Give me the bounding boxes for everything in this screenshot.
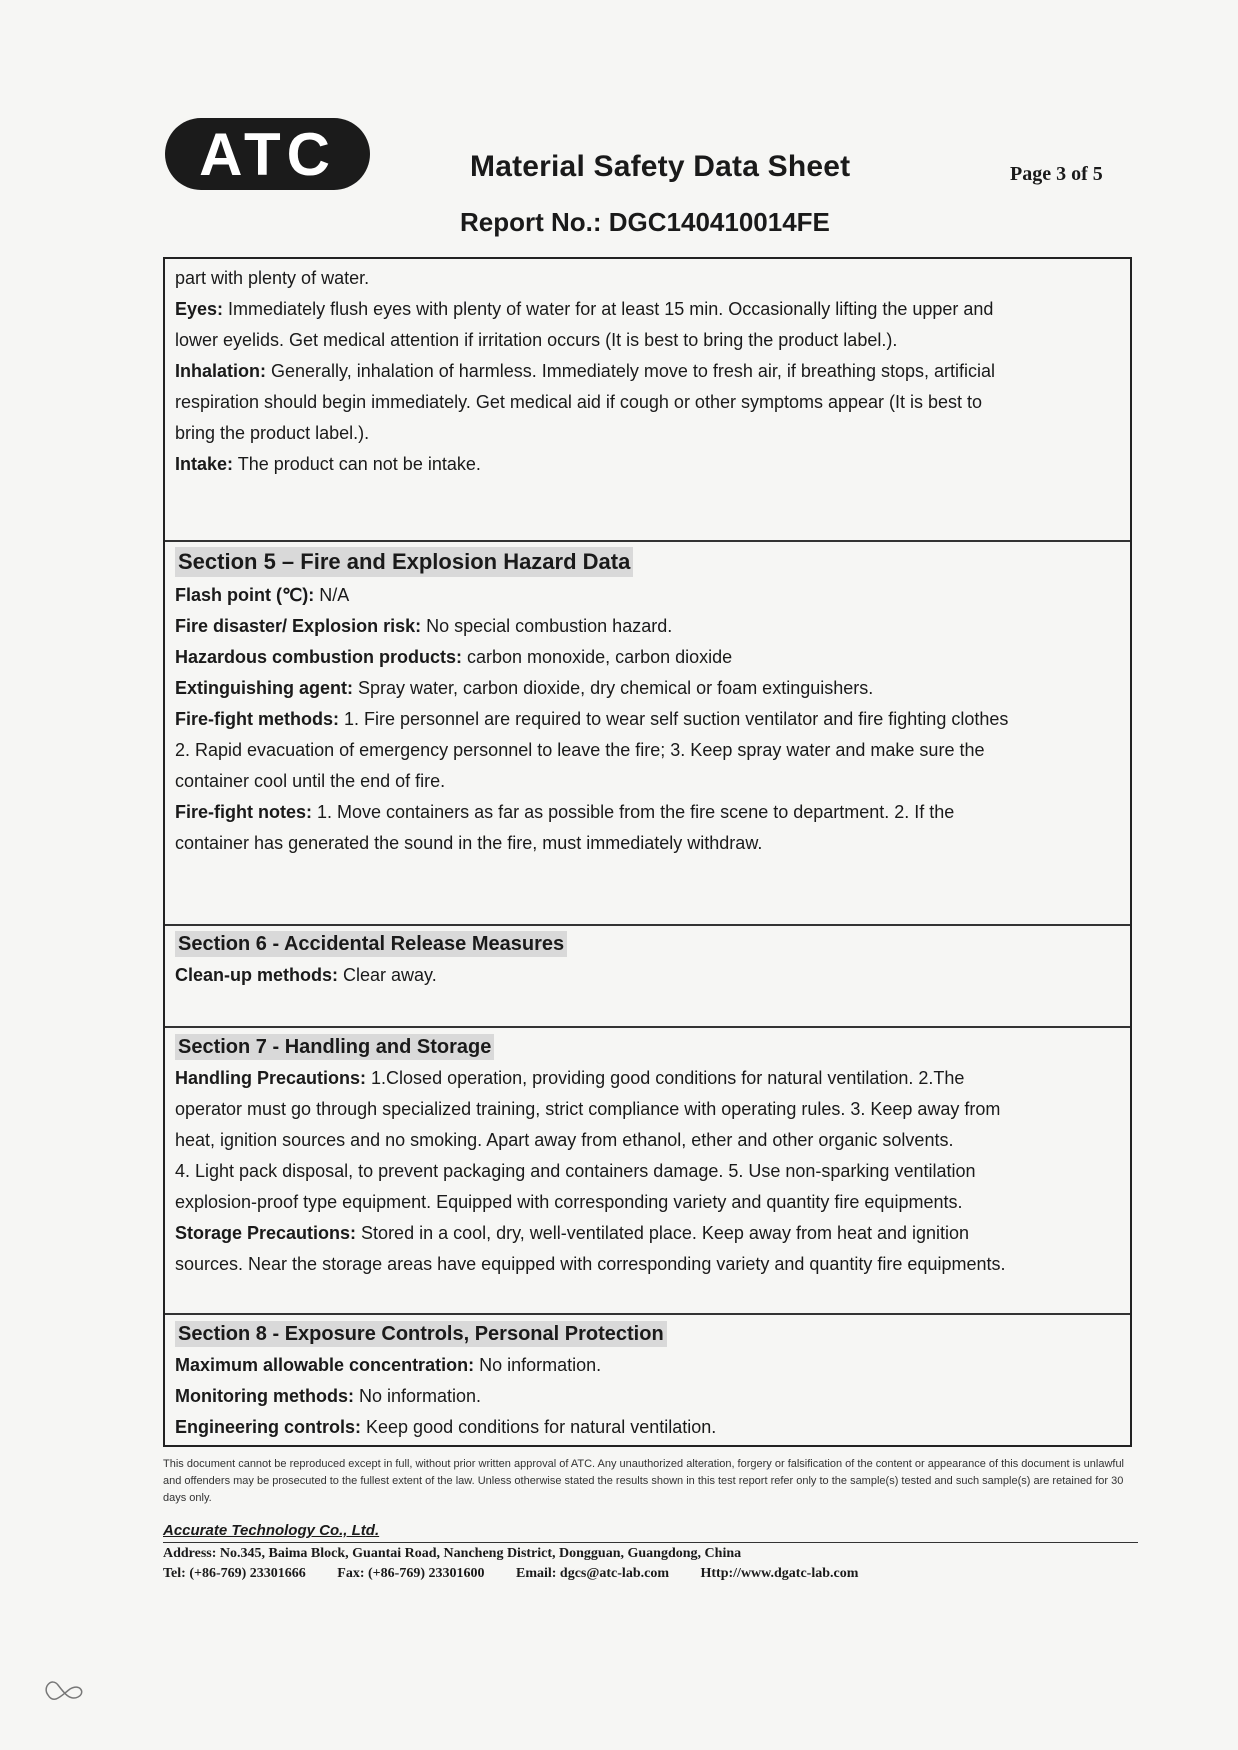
flash-point-value: N/A xyxy=(314,585,350,605)
first-aid-continuation: part with plenty of water. xyxy=(175,268,370,288)
eyes-line-2: lower eyelids. Get medical attention if irritation occurs (It is best to bring the product label.). xyxy=(175,330,898,350)
section5-block xyxy=(165,543,1130,859)
handling-line-3: heat, ignition sources and no smoking. Apart away from ethanol, ether and other organic solvents. xyxy=(175,1130,954,1150)
fax: Fax: (+86-769) 23301600 xyxy=(337,1566,485,1581)
storage-label: Storage Precautions: xyxy=(175,1223,357,1243)
engineering-line xyxy=(175,1412,1130,1443)
flash-point-line xyxy=(175,580,1130,611)
extinguishing-agent-label: Extinguishing agent: xyxy=(175,678,353,698)
storage-text-1: Stored in a cool, dry, well-ventilated place. Keep away from heat and ignition xyxy=(356,1223,970,1243)
atc-logo: ATC xyxy=(165,118,370,190)
document-title: Material Safety Data Sheet xyxy=(470,150,851,183)
inhalation-line-3: bring the product label.). xyxy=(175,423,370,443)
explosion-risk-value: No special combustion hazard. xyxy=(421,616,673,636)
storage-line-1 xyxy=(175,1218,1130,1249)
divider-section5 xyxy=(165,540,1130,542)
inhalation-line-1 xyxy=(175,356,1130,387)
eyes-line-1 xyxy=(175,294,1130,325)
combustion-products-label: Hazardous combustion products: xyxy=(175,647,463,667)
inhalation-line-2: respiration should begin immediately. Get medical aid if cough or other symptoms appear (It is best to xyxy=(175,392,983,412)
section7-block xyxy=(165,1030,1130,1280)
divider-section6 xyxy=(165,924,1130,926)
telephone: Tel: (+86-769) 23301666 xyxy=(163,1566,306,1581)
monitoring-line xyxy=(175,1381,1130,1412)
fire-fight-methods-line-3: container cool until the end of fire. xyxy=(175,771,446,791)
fire-fight-notes-line-2: container has generated the sound in the fire, must immediately withdraw. xyxy=(175,833,763,853)
handling-line-4: 4. Light pack disposal, to prevent packaging and containers damage. 5. Use non-sparking ventilation xyxy=(175,1161,976,1181)
explosion-risk-line xyxy=(175,611,1130,642)
fire-fight-notes-text-1: 1. Move containers as far as possible from the fire scene to department. 2. If the xyxy=(312,802,955,822)
footer-rule xyxy=(163,1542,1138,1543)
fire-fight-notes-label: Fire-fight notes: xyxy=(175,802,312,822)
max-concentration-value: No information. xyxy=(474,1355,602,1375)
first-aid-block xyxy=(165,263,1130,480)
cleanup-label: Clean-up methods: xyxy=(175,965,339,985)
max-concentration-line xyxy=(175,1350,1130,1381)
intake-line xyxy=(175,449,1130,480)
section6-block xyxy=(165,927,1130,991)
divider-section7 xyxy=(165,1026,1130,1028)
intake-text: The product can not be intake. xyxy=(233,454,481,474)
section6-heading: Section 6 - Accidental Release Measures xyxy=(175,931,567,957)
legal-disclaimer: This document cannot be reproduced except in full, without prior written approval of ATC. Any unauthorized alteration, forgery or falsification of the content or appearance of this document is unlawful and offenders may be prosecuted to the fullest extent of the law. Unless otherwise stated the results shown in this test report refer only to the sample(s) tested and such sample(s) are retained for 30 days only. xyxy=(163,1458,1125,1504)
section8-heading: Section 8 - Exposure Controls, Personal Protection xyxy=(175,1321,667,1347)
handling-label: Handling Precautions: xyxy=(175,1068,367,1088)
combustion-products-value: carbon monoxide, carbon dioxide xyxy=(462,647,733,667)
page-number: Page 3 of 5 xyxy=(1010,163,1103,185)
contact-line xyxy=(163,1566,886,1582)
handling-text-1: 1.Closed operation, providing good conditions for natural ventilation. 2.The xyxy=(366,1068,965,1088)
email: Email: dgcs@atc-lab.com xyxy=(515,1566,669,1581)
handling-line-5: explosion-proof type equipment. Equipped with corresponding variety and quantity fire equipments. xyxy=(175,1192,963,1212)
intake-label: Intake: xyxy=(175,454,234,474)
website: Http://www.dgatc-lab.com xyxy=(700,1566,859,1581)
section8-block xyxy=(165,1317,1130,1443)
inhalation-text-1: Generally, inhalation of harmless. Immediately move to fresh air, if breathing stops, artificial xyxy=(266,361,995,381)
cleanup-value: Clear away. xyxy=(338,965,437,985)
pen-mark-icon xyxy=(40,1665,90,1710)
company-address: Address: No.345, Baima Block, Guantai Road, Nancheng District, Dongguan, Guangdong, China xyxy=(163,1546,742,1561)
fire-fight-methods-text-1: 1. Fire personnel are required to wear self suction ventilator and fire fighting clothes xyxy=(339,709,1009,729)
engineering-value: Keep good conditions for natural ventilation. xyxy=(361,1417,717,1437)
engineering-label: Engineering controls: xyxy=(175,1417,362,1437)
section7-heading: Section 7 - Handling and Storage xyxy=(175,1034,494,1060)
section5-heading: Section 5 – Fire and Explosion Hazard Data xyxy=(175,547,633,577)
extinguishing-agent-line xyxy=(175,673,1130,704)
eyes-label: Eyes: xyxy=(175,299,224,319)
fire-fight-methods-label: Fire-fight methods: xyxy=(175,709,339,729)
handling-line-1 xyxy=(175,1063,1130,1094)
monitoring-value: No information. xyxy=(353,1386,482,1406)
explosion-risk-label: Fire disaster/ Explosion risk: xyxy=(175,616,422,636)
report-number: Report No.: DGC140410014FE xyxy=(460,207,830,237)
max-concentration-label: Maximum allowable concentration: xyxy=(175,1355,475,1375)
divider-section8 xyxy=(165,1313,1130,1315)
eyes-text-1: Immediately flush eyes with plenty of water for at least 15 min. Occasionally lifting the upper and xyxy=(223,299,994,319)
fire-fight-methods-line-1 xyxy=(175,704,1130,735)
fire-fight-notes-line-1 xyxy=(175,797,1130,828)
monitoring-label: Monitoring methods: xyxy=(175,1386,354,1406)
fire-fight-methods-line-2: 2. Rapid evacuation of emergency personnel to leave the fire; 3. Keep spray water and make sure the xyxy=(175,740,985,760)
content-frame xyxy=(163,257,1132,1447)
cleanup-line xyxy=(175,960,1130,991)
storage-line-2: sources. Near the storage areas have equipped with corresponding variety and quantity fire equipments. xyxy=(175,1254,1006,1274)
combustion-products-line xyxy=(175,642,1130,673)
extinguishing-agent-value: Spray water, carbon dioxide, dry chemical or foam extinguishers. xyxy=(353,678,874,698)
company-name: Accurate Technology Co., Ltd. xyxy=(163,1522,380,1539)
inhalation-label: Inhalation: xyxy=(175,361,266,381)
handling-line-2: operator must go through specialized training, strict compliance with operating rules. 3. Keep away from xyxy=(175,1099,1001,1119)
flash-point-label: Flash point (℃): xyxy=(175,585,315,605)
